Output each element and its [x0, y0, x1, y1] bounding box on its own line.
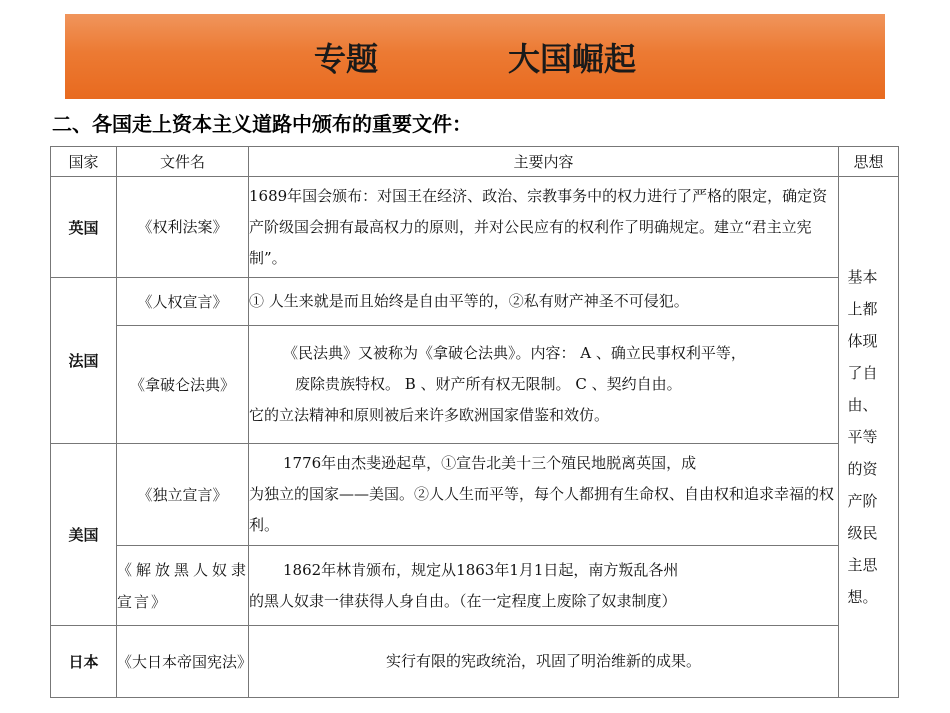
header-country: 国家 — [51, 147, 117, 177]
doc-declaration-rights-of-man: 《人权宣言》 — [117, 278, 249, 326]
table-row-japan — [51, 626, 899, 698]
table-header-row — [51, 147, 899, 177]
content-declaration-of-independence — [249, 444, 839, 546]
header-document: 文件名 — [117, 147, 249, 177]
doc-meiji-constitution: 《大日本帝国宪法》 — [117, 626, 249, 698]
content-napoleonic-code-line1: 《民法典》又被称为《拿破仑法典》。内容： A 、确立民事权利平等， — [283, 344, 746, 362]
idea-cell — [839, 177, 899, 698]
doc-emancipation-proclamation: 《解放黑人奴隶宣言》 — [117, 546, 249, 626]
content-declaration-of-independence-line2: 为独立的国家——美国。②人人生而平等，每个人都拥有生命权、自由权和追求幸福的权利。 — [249, 485, 835, 534]
country-uk: 英国 — [51, 177, 117, 278]
doc-napoleonic-code: 《拿破仑法典》 — [117, 326, 249, 444]
content-meiji-constitution-text: 实行有限的宪政统治，巩固了明治维新的成果。 — [385, 652, 701, 670]
table-row-usa-2 — [51, 546, 899, 626]
page-title: 大国崛起 — [508, 39, 637, 78]
content-declaration-of-independence-line1: 1776年由杰斐逊起草，①宣告北美十三个殖民地脱离英国，成 — [283, 454, 697, 472]
header-idea: 思想 — [839, 147, 899, 177]
content-emancipation-proclamation-line1: 1862年林肯颁布，规定从1863年1月1日起，南方叛乱各州 — [283, 560, 679, 579]
country-france: 法国 — [51, 278, 117, 444]
content-napoleonic-code — [249, 326, 839, 444]
country-japan: 日本 — [51, 626, 117, 698]
content-emancipation-proclamation-line2: 的黑人奴隶一律获得人身自由。（在一定程度上废除了奴隶制度） — [249, 591, 677, 610]
content-emancipation-proclamation — [249, 546, 839, 626]
content-napoleonic-code-line2: 废除贵族特权。 B 、财产所有权无限制。 C 、契约自由。 — [295, 375, 682, 393]
content-declaration-rights-of-man: ① 人生来就是而且始终是自由平等的，②私有财产神圣不可侵犯。 — [249, 278, 839, 326]
country-usa: 美国 — [51, 444, 117, 626]
header-content: 主要内容 — [249, 147, 839, 177]
table-row-france-1 — [51, 278, 899, 326]
doc-bill-of-rights: 《权利法案》 — [117, 177, 249, 278]
table-row-usa-1 — [51, 444, 899, 546]
section-heading: 二、各国走上资本主义道路中颁布的重要文件： — [52, 112, 472, 136]
title-banner — [65, 14, 885, 99]
table-row-uk — [51, 177, 899, 278]
content-napoleonic-code-line3: 它的立法精神和原则被后来许多欧洲国家借鉴和效仿。 — [249, 406, 610, 424]
idea-text: 基本上都体现了自由、平等的资产阶级民主思想。 — [847, 268, 878, 606]
topic-label: 专题 — [313, 39, 378, 78]
content-bill-of-rights: 1689年国会颁布：对国王在经济、政治、宗教事务中的权力进行了严格的限定，确定资产阶级国会拥有最高权力的原则，并对公民应有的权利作了明确规定。建立“君主立宪制”。 — [249, 177, 839, 278]
doc-declaration-of-independence: 《独立宣言》 — [117, 444, 249, 546]
documents-table — [50, 146, 899, 698]
table-row-france-2 — [51, 326, 899, 444]
content-meiji-constitution — [249, 626, 839, 698]
